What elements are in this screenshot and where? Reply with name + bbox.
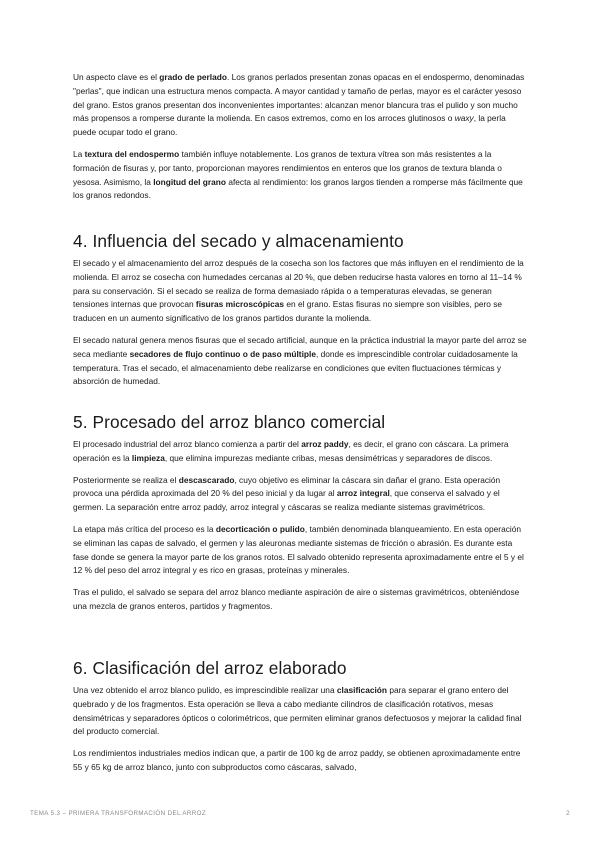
- text-run: también influye notablemente. Los granos de textura vítrea son más resistentes a la formación de fisuras y, por tanto, proporcionan mayores rendimientos en enteros que los granos de textura blanda o yesosa. Asimismo, la: [73, 148, 502, 187]
- bold-term: arroz integral: [336, 488, 390, 499]
- paragraph: [73, 148, 529, 203]
- bold-term: longitud del grano: [153, 176, 226, 187]
- text-run: El secado y el almacenamiento del arroz después de la cosecha son los factores que más influyen en el rendimiento de la molienda. El arroz se cosecha con humedades cercanas al 20 %, que deben reducirse hasta valores en torno al 11–14 % para su conservación. Si el secado se realiza de forma demasiado rápida o a temperaturas elevadas, se generan tensiones internas que provocan: [73, 258, 524, 310]
- section-6: [73, 657, 529, 783]
- text-run: , es decir, el grano con cáscara. La primera operación es la: [73, 439, 509, 463]
- bold-term: arroz paddy: [301, 439, 349, 449]
- section-heading: 5. Procesado del arroz blanco comercial: [73, 412, 386, 432]
- section-heading: 6. Clasificación del arroz elaborado: [73, 658, 347, 678]
- text-run: Tras el pulido, el salvado se separa del arroz blanco mediante aspiración de aire o sistemas gravimétricos, obteniéndose una mezcla de granos enteros, partidos y fragmentos.: [73, 587, 520, 611]
- paragraph: [73, 684, 529, 739]
- text-run: para separar el grano entero del quebrado y de los fragmentos. Esta operación se lleva a cabo mediante cilindros de clasificación rotativos, mesas densimétricas y separadores ópticos o colorimétricos, que permiten eliminar granos defectuosos y mejorar la calidad final del producto comercial.: [73, 685, 522, 737]
- section-4: [73, 230, 529, 397]
- text-run: , cuyo objetivo es eliminar la cáscara sin dañar el grano. Esta operación provoca una pérdida aproximada del 20 % del peso inicial y da lugar al: [73, 474, 501, 499]
- paragraph: [73, 71, 529, 140]
- bold-term: limpieza: [131, 452, 165, 463]
- bold-term: descascarado: [178, 474, 235, 485]
- paragraph: [73, 438, 529, 466]
- italic-term: waxy: [454, 113, 474, 124]
- section-heading: 4. Influencia del secado y almacenamiento: [73, 231, 404, 251]
- text-run: La etapa más crítica del proceso es la: [73, 523, 216, 534]
- paragraph: [73, 523, 529, 578]
- paragraph: [73, 334, 529, 389]
- text-run: , también denominada blanqueamiento. En esta operación se eliminan las capas de salvado, el germen y las aleuronas mediante sistemas de fricción o abrasión. Es durante esta fase donde se genera la mayor parte de los granos rotos. El salvado obtenido representa aproximadamente entre el 5 y el 12 % del peso del arroz integral y es rico en grasas, proteínas y minerales.: [73, 523, 524, 576]
- text-run: Un aspecto clave es el: [73, 72, 160, 82]
- section-5: [73, 411, 529, 622]
- text-run: Una vez obtenido el arroz blanco pulido, es imprescindible realizar una: [73, 685, 337, 695]
- intro-block: [73, 71, 529, 211]
- text-run: en el grano. Estas fisuras no siempre son visibles, pero se traducen en un aumento significativo de los granos partidos durante la molienda.: [73, 299, 503, 324]
- text-run: Los rendimientos industriales medios indican que, a partir de 100 kg de arroz paddy, se obtienen aproximadamente entre 55 y 65 kg de arroz blanco, junto con subproductos como cáscaras, salvado,: [73, 748, 521, 772]
- page-footer: [30, 810, 570, 817]
- text-run: , la perla puede ocupar todo el grano.: [73, 113, 506, 138]
- paragraph: [73, 257, 529, 326]
- text-run: La: [73, 148, 85, 159]
- bold-term: decorticación o pulido: [215, 523, 305, 534]
- text-run: afecta al rendimiento: los granos largos tienden a romperse más fácilmente que los granos redondos.: [73, 176, 523, 201]
- page-number: 2: [566, 810, 570, 817]
- text-run: . Los granos perlados presentan zonas opacas en el endospermo, denominadas "perlas", que indican una estructura menos compacta. A mayor cantidad y tamaño de perlas, mayor es el carácter yesoso del grano. Estos granos presentan dos inconvenientes importantes: alcanzan menor blancura tras el pulido y son mucho más propensos a romperse durante la molienda. En casos extremos, como en los arroces glutinosos o: [73, 72, 525, 124]
- paragraph: [73, 747, 529, 775]
- text-run: , que elimina impurezas mediante cribas, mesas densimétricas y separadores de discos.: [164, 452, 493, 463]
- text-run: El procesado industrial del arroz blanco comienza a partir del: [73, 439, 302, 449]
- bold-term: textura del endospermo: [84, 148, 180, 159]
- text-run: Posteriormente se realiza el: [73, 474, 179, 485]
- text-run: El secado natural genera menos fisuras que el secado artificial, aunque en la práctica industrial la mayor parte del arroz se seca mediante: [73, 334, 527, 359]
- footer-title: TEMA 5.3 – PRIMERA TRANSFORMACIÓN DEL ARROZ: [30, 810, 207, 817]
- bold-term: clasificación: [336, 685, 387, 695]
- bold-term: fisuras microscópicas: [195, 299, 285, 310]
- bold-term: grado de perlado: [159, 72, 227, 82]
- text-run: , donde es imprescindible controlar cuidadosamente la temperatura. Tras el secado, el almacenamiento debe realizarse en condiciones que eviten fluctuaciones térmicas y absorción de humedad.: [73, 348, 518, 387]
- paragraph: [73, 474, 529, 515]
- bold-term: secadores de flujo continuo o de paso múltiple: [129, 348, 316, 359]
- text-run: , que conserva el salvado y el germen. La separación entre arroz paddy, arroz integral y cáscaras se realiza mediante sistemas gravimétricos.: [73, 488, 500, 513]
- paragraph: [73, 586, 529, 614]
